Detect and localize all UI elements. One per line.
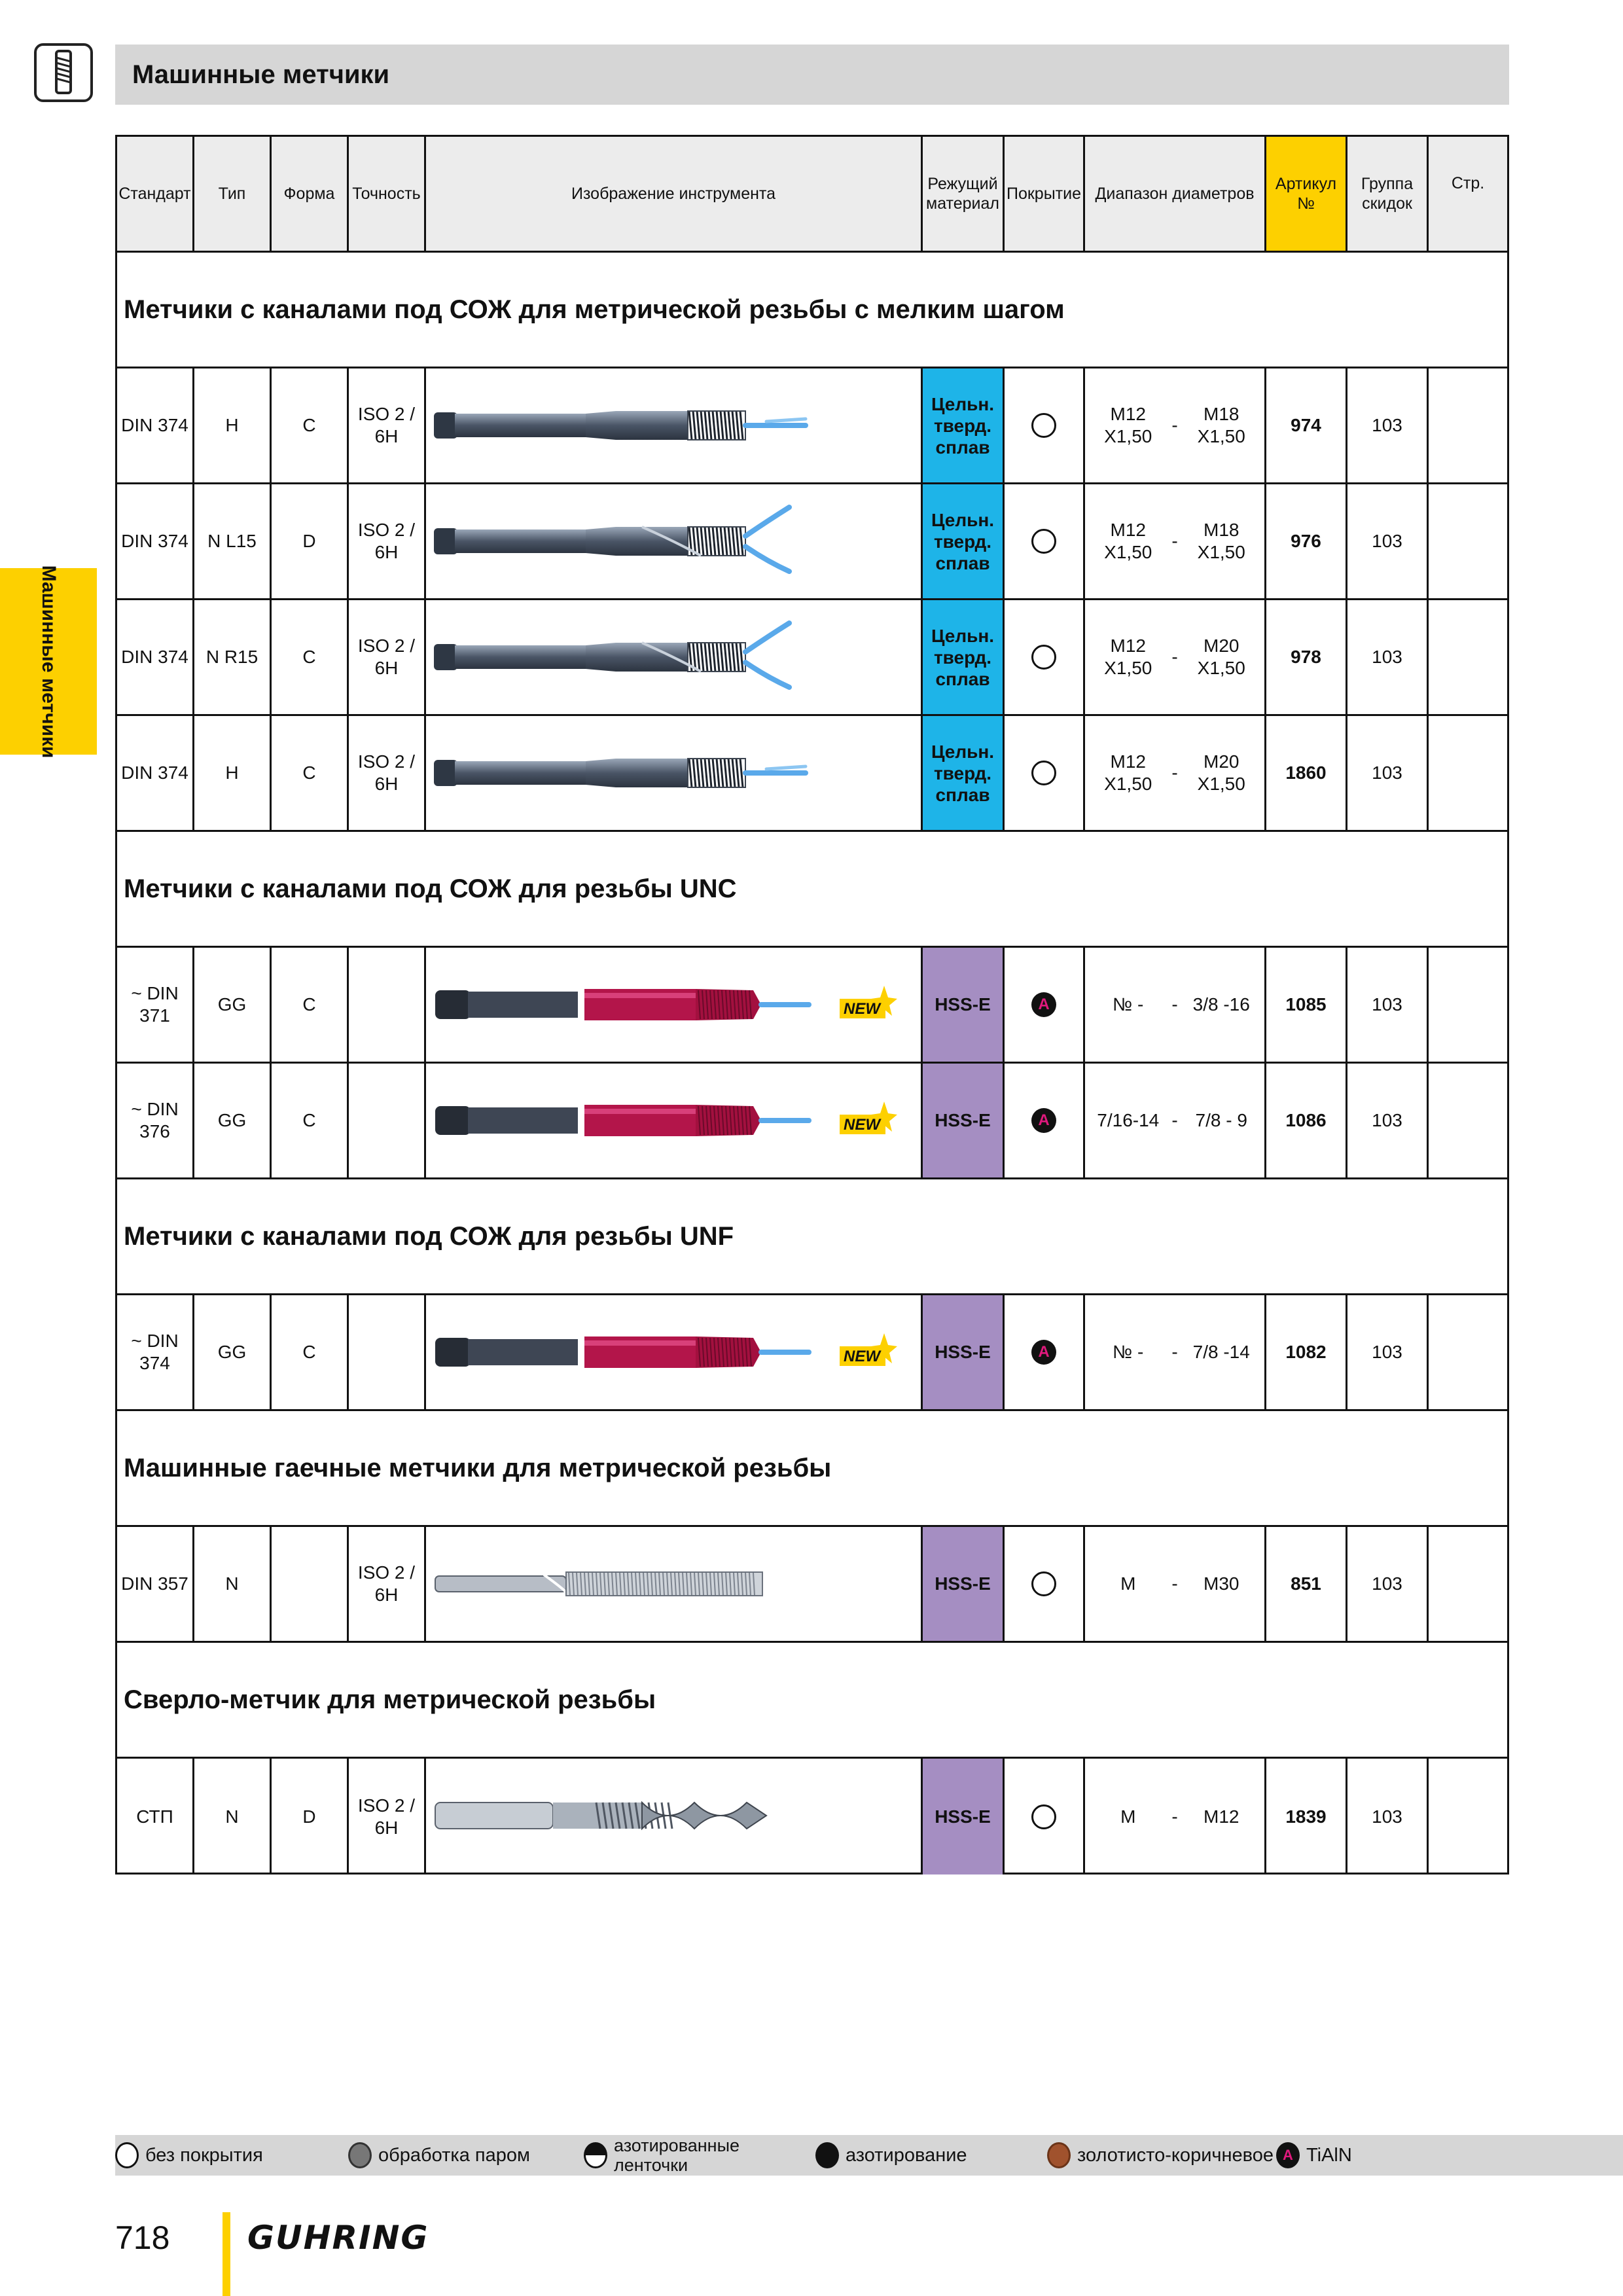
section-title: Метчики с каналами под СОЖ для метрической резьбы с мелким шагом	[124, 295, 1065, 324]
cell-page	[1429, 368, 1507, 482]
new-badge-text: NEW	[844, 1000, 880, 1018]
diameter-range	[1085, 716, 1264, 830]
cell-range	[1085, 1295, 1266, 1409]
cell-tool	[426, 716, 923, 830]
uncoated-icon	[1031, 645, 1056, 670]
uncoated-icon	[1031, 413, 1056, 438]
range-to: 7/8 - 9	[1195, 1110, 1247, 1130]
range-dash: -	[1171, 1110, 1178, 1130]
value-type: GG	[217, 1110, 247, 1130]
col-header-range: Диапазон диаметров	[1085, 137, 1266, 251]
cell-page	[1429, 1759, 1507, 1874]
value-form: C	[302, 762, 316, 783]
cell-accuracy	[349, 948, 426, 1062]
tialn-coating-icon: A	[1031, 1108, 1056, 1133]
col-header-discount: Группа скидок	[1347, 137, 1429, 251]
cell-coating	[1005, 600, 1085, 714]
cell-article	[1266, 948, 1347, 1062]
value-article: 1839	[1285, 1806, 1327, 1827]
range-dash: -	[1171, 1573, 1178, 1594]
cell-material: HSS-E	[923, 1527, 1005, 1641]
value-form: C	[302, 1342, 316, 1362]
value-discount: 103	[1372, 647, 1402, 667]
legend-item	[1047, 2135, 1274, 2176]
range-from: M	[1120, 1806, 1136, 1827]
cell-discount	[1347, 1295, 1429, 1409]
value-standard: СТП	[136, 1806, 173, 1827]
cell-type	[194, 948, 272, 1062]
value-standard: DIN 374	[121, 647, 188, 667]
cell-material: Цельн. тверд. сплав	[923, 600, 1005, 714]
tool-image	[426, 716, 923, 830]
section-title: Метчики с каналами под СОЖ для резьбы UNC	[124, 874, 737, 903]
cell-page	[1429, 600, 1507, 714]
cell-range	[1085, 1064, 1266, 1177]
cell-range	[1085, 368, 1266, 482]
range-dash: -	[1171, 994, 1178, 1014]
value-article: 978	[1291, 647, 1321, 667]
range-to: 3/8 -16	[1192, 994, 1250, 1014]
cell-tool	[426, 1295, 923, 1409]
cell-type	[194, 1295, 272, 1409]
legend-label: без покрытия	[145, 2144, 263, 2166]
black-circle-icon	[815, 2142, 839, 2168]
legend-item	[584, 2135, 740, 2176]
value-discount: 103	[1372, 1573, 1402, 1594]
cell-accuracy	[349, 1295, 426, 1409]
header-bar	[115, 45, 1509, 105]
side-tab	[0, 565, 97, 758]
legend-label: золотисто-коричневое	[1077, 2144, 1274, 2166]
col-header-accuracy: Точность	[349, 137, 426, 251]
uncoated-icon	[1031, 1571, 1056, 1596]
tool-image	[426, 368, 923, 482]
value-standard: DIN 374	[121, 415, 188, 435]
section-title: Машинные гаечные метчики для метрической резьбы	[124, 1453, 832, 1482]
value-article: 1085	[1285, 994, 1327, 1014]
col-header-type: Тип	[194, 137, 272, 251]
diameter-range	[1085, 1064, 1264, 1177]
diameter-range	[1085, 1527, 1264, 1641]
uncoated-icon	[1031, 761, 1056, 785]
cell-coating	[1005, 948, 1085, 1062]
cell-coating	[1005, 368, 1085, 482]
cell-standard	[117, 948, 194, 1062]
new-badge-text: NEW	[844, 1116, 880, 1134]
col-header-page: Стр.	[1451, 174, 1485, 192]
range-from: M12 X1,50	[1104, 520, 1152, 562]
new-badge	[838, 984, 897, 1029]
tialn-coating-icon: A	[1031, 1340, 1056, 1365]
value-discount: 103	[1372, 762, 1402, 783]
cell-type	[194, 368, 272, 482]
cell-standard	[117, 368, 194, 482]
value-article: 1860	[1285, 762, 1327, 783]
diameter-range	[1085, 368, 1264, 482]
range-from: № -	[1113, 994, 1144, 1014]
value-type: N R15	[205, 647, 259, 667]
legend-label: TiAlN	[1306, 2144, 1352, 2166]
page-title: Машинные метчики	[132, 60, 390, 89]
cell-standard	[117, 1295, 194, 1409]
cell-tool	[426, 600, 923, 714]
range-to: M18 X1,50	[1197, 520, 1245, 562]
brand-logo: GUHRING	[247, 2219, 429, 2257]
col-header-standard: Стандарт	[117, 137, 194, 251]
cell-form	[272, 368, 349, 482]
cell-tool	[426, 1527, 923, 1641]
cell-accuracy	[349, 484, 426, 598]
tool-image	[426, 484, 923, 598]
tialn-circle-icon: A	[1276, 2142, 1300, 2168]
range-from: M12 X1,50	[1104, 751, 1152, 794]
cell-material: HSS-E	[923, 948, 1005, 1062]
cell-accuracy	[349, 368, 426, 482]
tool-image	[426, 600, 923, 714]
range-dash: -	[1171, 1806, 1178, 1827]
cell-material: HSS-E	[923, 1064, 1005, 1177]
table-row	[117, 600, 1507, 716]
value-standard: ~ DIN 371	[131, 983, 179, 1026]
table-row	[117, 1759, 1507, 1874]
section-row	[117, 253, 1507, 368]
cell-discount	[1347, 600, 1429, 714]
cell-form	[272, 600, 349, 714]
value-accuracy: ISO 2 / 6H	[357, 404, 416, 446]
cell-article	[1266, 1064, 1347, 1177]
cell-article	[1266, 1295, 1347, 1409]
value-discount: 103	[1372, 1110, 1402, 1130]
tool-image	[426, 1759, 923, 1873]
cell-discount	[1347, 716, 1429, 830]
value-standard: ~ DIN 374	[131, 1331, 179, 1373]
cell-discount	[1347, 1064, 1429, 1177]
value-accuracy: ISO 2 / 6H	[357, 636, 416, 678]
col-header-coating: Покрытие	[1005, 137, 1085, 251]
value-standard: DIN 357	[121, 1573, 188, 1594]
half-black-circle-icon	[584, 2142, 607, 2168]
value-form: C	[302, 647, 316, 667]
legend-label: обработка паром	[378, 2144, 530, 2166]
footer-accent-bar	[223, 2212, 230, 2296]
value-type: N L15	[207, 531, 257, 551]
cell-type	[194, 1064, 272, 1177]
value-type: GG	[217, 994, 247, 1014]
legend-item	[115, 2135, 263, 2176]
value-type: H	[225, 762, 239, 783]
legend-item	[1276, 2135, 1352, 2176]
cell-discount	[1347, 1759, 1429, 1874]
cell-tool	[426, 1759, 923, 1874]
range-to: M20 X1,50	[1197, 636, 1245, 678]
table-row	[117, 1527, 1507, 1643]
cell-form	[272, 948, 349, 1062]
value-type: H	[225, 415, 239, 435]
value-discount: 103	[1372, 994, 1402, 1014]
cell-range	[1085, 716, 1266, 830]
cell-accuracy	[349, 600, 426, 714]
range-from: M12 X1,50	[1104, 636, 1152, 678]
cell-material: HSS-E	[923, 1295, 1005, 1409]
value-discount: 103	[1372, 531, 1402, 551]
value-standard: DIN 374	[121, 531, 188, 551]
cell-material: HSS-E	[923, 1759, 1005, 1874]
section-row	[117, 832, 1507, 948]
value-discount: 103	[1372, 1806, 1402, 1827]
range-to: 7/8 -14	[1192, 1342, 1250, 1362]
cell-form	[272, 1064, 349, 1177]
tialn-coating-icon: A	[1031, 992, 1056, 1017]
legend-label: азотирование	[846, 2144, 967, 2166]
cell-discount	[1347, 484, 1429, 598]
cell-form	[272, 716, 349, 830]
value-article: 851	[1291, 1573, 1321, 1594]
side-tab-label: Машинные метчики	[38, 565, 60, 758]
cell-article	[1266, 600, 1347, 714]
table-row	[117, 716, 1507, 832]
diameter-range	[1085, 1759, 1264, 1874]
section-row	[117, 1411, 1507, 1527]
section-row	[117, 1643, 1507, 1759]
cell-discount	[1347, 1527, 1429, 1641]
value-accuracy: ISO 2 / 6H	[357, 1562, 416, 1605]
range-dash: -	[1171, 531, 1178, 551]
new-badge	[838, 1332, 897, 1376]
page-number: 718	[115, 2219, 170, 2256]
cell-material: Цельн. тверд. сплав	[923, 716, 1005, 830]
range-to: M18 X1,50	[1197, 404, 1245, 446]
range-to: M12	[1204, 1806, 1240, 1827]
cell-range	[1085, 1759, 1266, 1874]
section-title: Метчики с каналами под СОЖ для резьбы UNF	[124, 1221, 734, 1251]
cell-coating	[1005, 1759, 1085, 1874]
range-dash: -	[1171, 762, 1178, 783]
cell-standard	[117, 716, 194, 830]
range-dash: -	[1171, 415, 1178, 435]
value-form: C	[302, 994, 316, 1014]
new-badge-text: NEW	[844, 1348, 880, 1365]
cell-page	[1429, 484, 1507, 598]
value-form: C	[302, 415, 316, 435]
cell-discount	[1347, 948, 1429, 1062]
value-accuracy: ISO 2 / 6H	[357, 1795, 416, 1838]
range-from: 7/16-14	[1097, 1110, 1160, 1130]
value-standard: ~ DIN 376	[131, 1099, 179, 1141]
diameter-range	[1085, 1295, 1264, 1409]
cell-tool	[426, 948, 923, 1062]
table-row	[117, 368, 1507, 484]
value-type: GG	[217, 1342, 247, 1362]
range-dash: -	[1171, 647, 1178, 667]
uncoated-icon	[1031, 1804, 1056, 1829]
value-standard: DIN 374	[121, 762, 188, 783]
cell-range	[1085, 948, 1266, 1062]
table-row	[117, 948, 1507, 1064]
value-discount: 103	[1372, 1342, 1402, 1362]
cell-type	[194, 600, 272, 714]
cell-form	[272, 1759, 349, 1874]
range-from: M12 X1,50	[1104, 404, 1152, 446]
value-type: N	[225, 1806, 239, 1827]
diameter-range	[1085, 600, 1264, 714]
cell-form	[272, 1527, 349, 1641]
value-discount: 103	[1372, 415, 1402, 435]
cell-standard	[117, 600, 194, 714]
value-accuracy: ISO 2 / 6H	[357, 520, 416, 562]
cell-accuracy	[349, 1527, 426, 1641]
value-type: N	[225, 1573, 239, 1594]
cell-article	[1266, 484, 1347, 598]
cell-standard	[117, 1759, 194, 1874]
legend-item	[348, 2135, 530, 2176]
cell-page	[1429, 1295, 1507, 1409]
cell-type	[194, 484, 272, 598]
cell-coating	[1005, 1064, 1085, 1177]
cell-type	[194, 716, 272, 830]
table-row	[117, 1064, 1507, 1179]
cell-tool	[426, 1064, 923, 1177]
value-form: D	[302, 531, 316, 551]
cell-form	[272, 484, 349, 598]
value-article: 976	[1291, 531, 1321, 551]
cell-material: Цельн. тверд. сплав	[923, 484, 1005, 598]
diameter-range	[1085, 948, 1264, 1062]
value-form: C	[302, 1110, 316, 1130]
cell-standard	[117, 1527, 194, 1641]
white-circle-icon	[115, 2142, 139, 2168]
section-title: Сверло-метчик для метрической резьбы	[124, 1685, 656, 1714]
cell-tool	[426, 484, 923, 598]
cell-page	[1429, 948, 1507, 1062]
cell-range	[1085, 484, 1266, 598]
coating-legend	[115, 2135, 1623, 2176]
cell-type	[194, 1527, 272, 1641]
col-header-article: Артикул №	[1266, 137, 1347, 251]
table-row	[117, 484, 1507, 600]
cell-coating	[1005, 1527, 1085, 1641]
range-to: M20 X1,50	[1197, 751, 1245, 794]
diameter-range	[1085, 484, 1264, 598]
cell-article	[1266, 716, 1347, 830]
product-table	[115, 135, 1509, 1874]
table-header-row	[117, 137, 1507, 253]
col-header-form: Форма	[272, 137, 349, 251]
cell-coating	[1005, 484, 1085, 598]
value-article: 1082	[1285, 1342, 1327, 1362]
range-from: № -	[1113, 1342, 1144, 1362]
grey-circle-icon	[348, 2142, 372, 2168]
tool-image	[426, 1527, 923, 1641]
range-to: M30	[1204, 1573, 1240, 1594]
cell-coating	[1005, 716, 1085, 830]
cell-accuracy	[349, 716, 426, 830]
cell-page	[1429, 1527, 1507, 1641]
value-article: 974	[1291, 415, 1321, 435]
cell-coating	[1005, 1295, 1085, 1409]
cell-accuracy	[349, 1759, 426, 1874]
cell-discount	[1347, 368, 1429, 482]
cell-material: Цельн. тверд. сплав	[923, 368, 1005, 482]
brown-circle-icon	[1047, 2142, 1071, 2168]
cell-page	[1429, 716, 1507, 830]
cell-range	[1085, 600, 1266, 714]
value-form: D	[302, 1806, 316, 1827]
cell-article	[1266, 368, 1347, 482]
cell-tool	[426, 368, 923, 482]
section-row	[117, 1179, 1507, 1295]
legend-label: азотированные ленточки	[614, 2136, 740, 2175]
col-header-material: Режущий материал	[923, 137, 1005, 251]
value-accuracy: ISO 2 / 6H	[357, 751, 416, 794]
new-badge	[838, 1100, 897, 1145]
cell-article	[1266, 1759, 1347, 1874]
uncoated-icon	[1031, 529, 1056, 554]
value-article: 1086	[1285, 1110, 1327, 1130]
cell-range	[1085, 1527, 1266, 1641]
cell-standard	[117, 1064, 194, 1177]
tap-icon	[34, 43, 93, 102]
range-dash: -	[1171, 1342, 1178, 1362]
cell-type	[194, 1759, 272, 1874]
col-header-image: Изображение инструмента	[426, 137, 923, 251]
cell-form	[272, 1295, 349, 1409]
cell-accuracy	[349, 1064, 426, 1177]
cell-standard	[117, 484, 194, 598]
range-from: M	[1120, 1573, 1136, 1594]
table-row	[117, 1295, 1507, 1411]
cell-article	[1266, 1527, 1347, 1641]
legend-item	[815, 2135, 967, 2176]
cell-page	[1429, 1064, 1507, 1177]
